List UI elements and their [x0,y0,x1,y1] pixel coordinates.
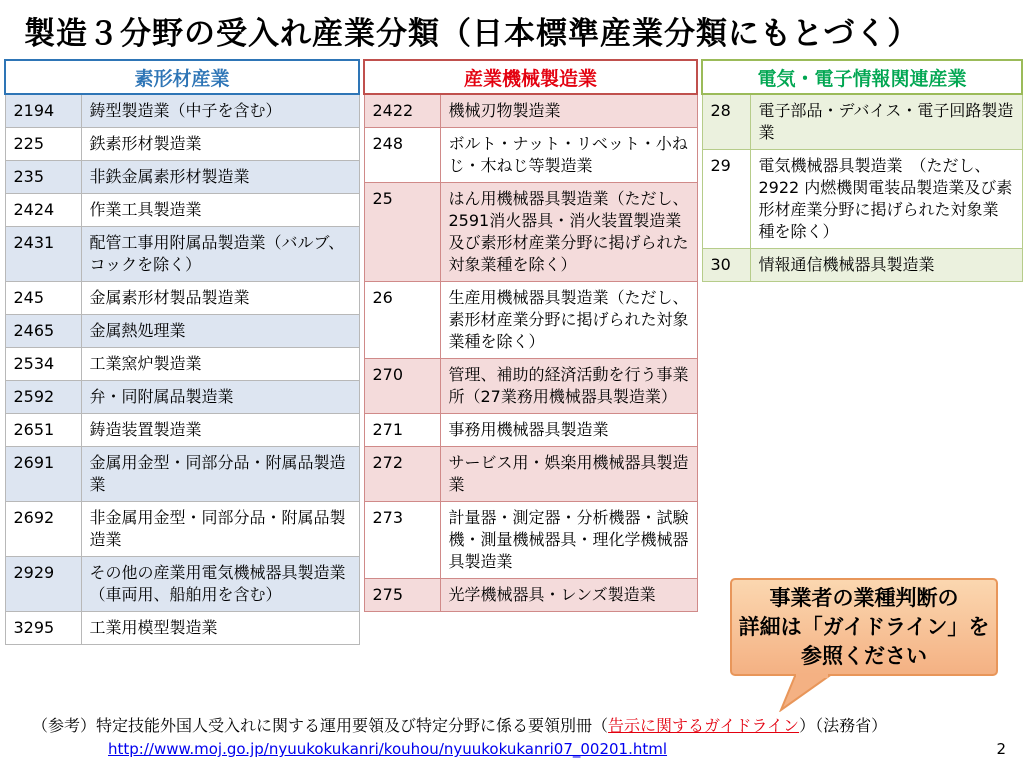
table-sangyo-kikai [363,59,698,612]
industry-code: 270 [364,359,440,414]
slide-title: 製造３分野の受入れ産業分類（日本標準産業分類にもとづく） [24,16,920,52]
industry-code: 225 [5,128,81,161]
section-heading-sangyo-kikai: 産業機械製造業 [364,60,697,94]
industry-name: 工業用模型製造業 [81,612,359,645]
table-row [364,414,697,447]
table-row [364,282,697,359]
industry-name: 電気機械器具製造業 （ただし、2922 内燃機関電装品製造業及び素形材産業分野に掲げられた対象業種を除く） [750,150,1022,249]
industry-name: 計量器・測定器・分析機器・試験機・測量機械器具・理化学機械器具製造業 [440,502,697,579]
industry-name: 情報通信機械器具製造業 [750,249,1022,282]
industry-code: 271 [364,414,440,447]
page-number: 2 [996,740,1006,758]
industry-name: はん用機械器具製造業（ただし、2591消火器具・消火装置製造業及び素形材産業分野に掲げられた対象業種を除く） [440,183,697,282]
callout-line-2: 詳細は「ガイドライン」を [738,615,990,639]
industry-code: 2465 [5,315,81,348]
industry-code: 2534 [5,348,81,381]
industry-name: 金属用金型・同部分品・附属品製造業 [81,447,359,502]
table-row [5,161,359,194]
industry-name: 鉄素形材製造業 [81,128,359,161]
table-row [5,502,359,557]
callout-pointer [775,672,835,712]
industry-code: 2651 [5,414,81,447]
reference-note [32,713,887,736]
industry-code: 26 [364,282,440,359]
table-row [364,183,697,282]
industry-name: 事務用機械器具製造業 [440,414,697,447]
table-row [364,502,697,579]
industry-name: 鋳造装置製造業 [81,414,359,447]
industry-code: 2691 [5,447,81,502]
industry-name: ボルト・ナット・リベット・小ねじ・木ねじ等製造業 [440,128,697,183]
table-sokeizai [4,59,360,645]
table-row [702,94,1022,150]
industry-code: 245 [5,282,81,315]
industry-name: 弁・同附属品製造業 [81,381,359,414]
industry-code: 2929 [5,557,81,612]
table-row [5,194,359,227]
industry-name: 非金属用金型・同部分品・附属品製造業 [81,502,359,557]
table-row [364,94,697,128]
industry-name: 配管工事用附属品製造業（バルブ、コックを除く） [81,227,359,282]
table-row [5,94,359,128]
industry-name: サービス用・娯楽用機械器具製造業 [440,447,697,502]
guideline-callout [730,578,998,676]
industry-code: 2431 [5,227,81,282]
industry-name: 非鉄金属素形材製造業 [81,161,359,194]
industry-name: 生産用機械器具製造業（ただし、素形材産業分野に掲げられた対象業種を除く） [440,282,697,359]
industry-name: 機械刃物製造業 [440,94,697,128]
callout-line-1: 事業者の業種判断の [769,586,959,610]
industry-name: 金属素形材製品製造業 [81,282,359,315]
table-row [702,150,1022,249]
industry-code: 275 [364,579,440,612]
industry-name: 電子部品・デバイス・電子回路製造業 [750,94,1022,150]
industry-name: 作業工具製造業 [81,194,359,227]
section-heading-sokeizai: 素形材産業 [5,60,359,94]
industry-code: 3295 [5,612,81,645]
industry-code: 272 [364,447,440,502]
table-row [5,557,359,612]
industry-code: 2424 [5,194,81,227]
section-heading-denki-denshi: 電気・電子情報関連産業 [702,60,1022,94]
reference-url-link[interactable]: http://www.moj.go.jp/nyuukokukanri/kouhou/nyuukokukanri07_00201.html [108,740,668,758]
table-row [5,315,359,348]
table-row [364,579,697,612]
industry-code: 28 [702,94,750,150]
industry-name: 光学機械器具・レンズ製造業 [440,579,697,612]
industry-code: 273 [364,502,440,579]
table-row [364,447,697,502]
table-row [5,348,359,381]
industry-name: 鋳型製造業（中子を含む） [81,94,359,128]
guideline-link[interactable]: 告示に関するガイドライン [608,716,800,735]
table-row [5,447,359,502]
table-row [5,612,359,645]
industry-code: 2194 [5,94,81,128]
industry-name: 工業窯炉製造業 [81,348,359,381]
industry-code: 2422 [364,94,440,128]
reference-suffix: ）（法務省） [799,716,888,735]
industry-code: 2692 [5,502,81,557]
industry-code: 25 [364,183,440,282]
reference-prefix: （参考）特定技能外国人受入れに関する運用要領及び特定分野に係る要領別冊（ [32,716,609,735]
table-row [364,128,697,183]
table-denki-denshi [701,59,1023,282]
callout-line-3: 参照ください [801,644,927,668]
industry-name: 管理、補助的経済活動を行う事業所（27業務用機械器具製造業） [440,359,697,414]
table-row [5,414,359,447]
table-row [5,227,359,282]
table-row [5,128,359,161]
industry-name: 金属熱処理業 [81,315,359,348]
table-row [702,249,1022,282]
industry-code: 248 [364,128,440,183]
table-row [364,359,697,414]
table-row [5,381,359,414]
industry-code: 235 [5,161,81,194]
industry-name: その他の産業用電気機械器具製造業（車両用、船舶用を含む） [81,557,359,612]
table-row [5,282,359,315]
industry-code: 30 [702,249,750,282]
industry-code: 29 [702,150,750,249]
industry-code: 2592 [5,381,81,414]
